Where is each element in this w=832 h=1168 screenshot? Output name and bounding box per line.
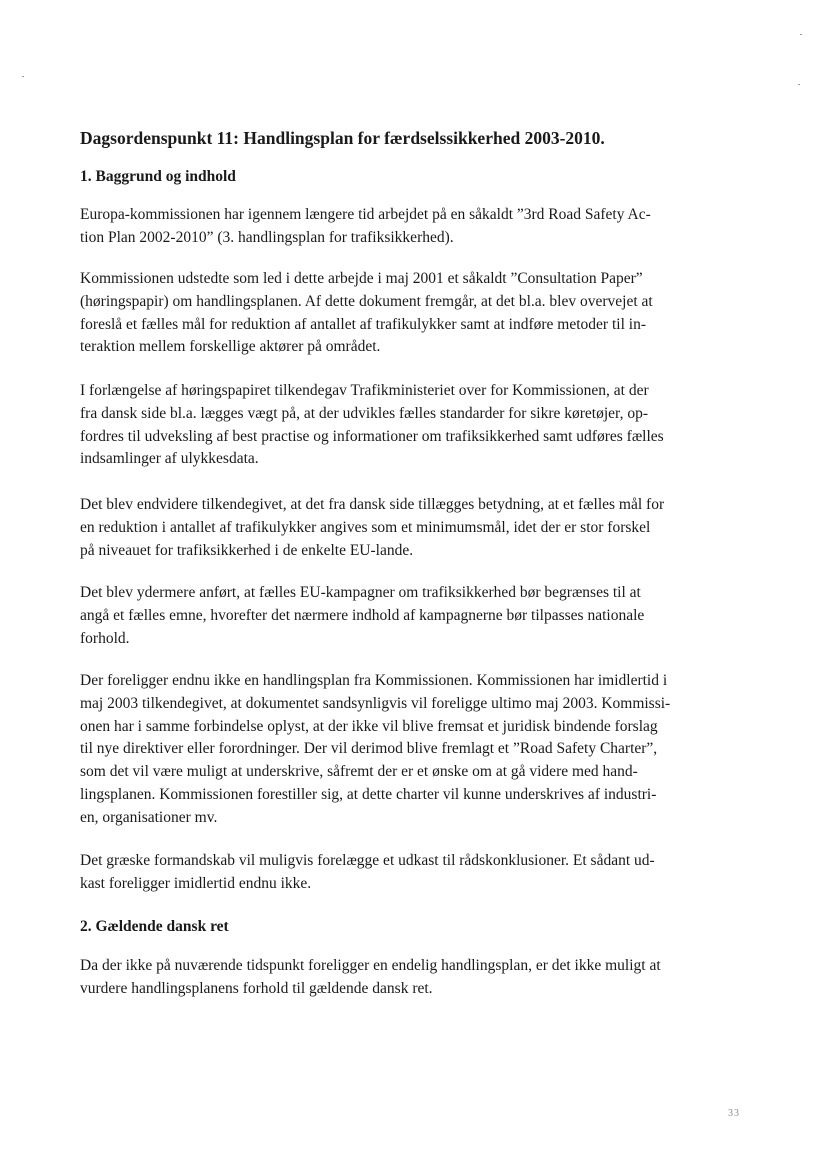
paragraph-line: Det blev ydermere anført, at fælles EU-kampagner om trafiksikkerhed bør begrænses til at xyxy=(80,584,641,601)
paragraph-line: I forlængelse af høringspapiret tilkendegav Trafikministeriet over for Kommissionen, at der xyxy=(80,382,649,399)
paragraph-line: kast foreligger imidlertid endnu ikke. xyxy=(80,874,312,892)
paragraph-line: på niveauet for trafiksikkerhed i de enkelte EU-lande. xyxy=(80,541,414,559)
paragraph xyxy=(80,380,760,471)
section-heading: 2. Gældende dansk ret xyxy=(80,918,229,935)
paragraph-line: en, organisationer mv. xyxy=(80,808,218,826)
paragraph xyxy=(80,494,760,562)
paragraph-line: Det blev endvidere tilkendegivet, at det fra dansk side tillægges betydning, at et fælles mål for xyxy=(80,496,665,513)
paragraph-line: teraktion mellem forskellige aktører på området. xyxy=(80,338,381,356)
paragraph-line: Da der ikke på nuværende tidspunkt foreligger en endelig handlingsplan, er det ikke muligt at xyxy=(80,957,661,974)
paragraph-line: Kommissionen udstedte som led i dette arbejde i maj 2001 et såkaldt ”Consultation Paper” xyxy=(80,270,643,287)
paragraph-line: som det vil være muligt at underskrive, såfremt der er et ønske om at gå videre med hand- xyxy=(80,763,638,781)
paragraph xyxy=(80,204,760,250)
paragraph-line: indsamlinger af ulykkesdata. xyxy=(80,450,259,468)
paragraph-line: angå et fælles emne, hvorefter det nærmere indhold af kampagnerne bør tilpasses nationale xyxy=(80,606,645,624)
paragraph-line: fordres til udveksling af best practise og informationer om trafiksikkerhed samt udføres fælles xyxy=(80,427,664,445)
paragraph xyxy=(80,670,760,830)
scan-speck xyxy=(798,84,800,85)
paragraph-line: (høringspapir) om handlingsplanen. Af dette dokument fremgår, at det bl.a. blev overvejet at xyxy=(80,292,653,310)
paragraph-line: maj 2003 tilkendegivet, at dokumentet sandsynligvis vil foreligge ultimo maj 2003. Kommissi- xyxy=(80,694,671,712)
paragraph xyxy=(80,955,760,1001)
paragraph xyxy=(80,268,760,359)
paragraph-line: Det græske formandskab vil muligvis forelægge et udkast til rådskonklusioner. Et sådant ud- xyxy=(80,852,655,869)
paragraph-line: en reduktion i antallet af trafikulykker angives som et minimumsmål, idet der er stor forskel xyxy=(80,518,651,536)
paragraph-line: til nye direktiver eller forordninger. Der vil derimod blive fremlagt et ”Road Safety Charter”, xyxy=(80,740,658,758)
paragraph-line: vurdere handlingsplanens forhold til gældende dansk ret. xyxy=(80,979,433,997)
scan-speck xyxy=(800,34,802,35)
paragraph-line: Der foreligger endnu ikke en handlingsplan fra Kommissionen. Kommissionen har imidlertid i xyxy=(80,672,668,689)
section-heading: 1. Baggrund og indhold xyxy=(80,168,236,185)
paragraph-line: lingsplanen. Kommissionen forestiller sig, at dette charter vil kunne underskrives af industri- xyxy=(80,785,657,803)
document-title: Dagsordenspunkt 11: Handlingsplan for færdselssikkerhed 2003-2010. xyxy=(80,128,605,148)
paragraph xyxy=(80,582,760,650)
paragraph-line: onen har i samme forbindelse oplyst, at der ikke vil blive fremsat et juridisk bindende forslag xyxy=(80,717,658,735)
scan-speck xyxy=(22,76,24,77)
paragraph-line: tion Plan 2002-2010” (3. handlingsplan for trafiksikkerhed). xyxy=(80,228,454,246)
paragraph-line: forhold. xyxy=(80,629,130,647)
paragraph-line: Europa-kommissionen har igennem længere tid arbejdet på en såkaldt ”3rd Road Safety Ac- xyxy=(80,206,651,223)
page-number: 33 xyxy=(728,1108,740,1119)
paragraph-line: fra dansk side bl.a. lægges vægt på, at der udvikles fælles standarder for sikre køretøjer, op- xyxy=(80,404,648,422)
paragraph xyxy=(80,850,760,896)
paragraph-line: foreslå et fælles mål for reduktion af antallet af trafikulykker samt at indføre metoder til in- xyxy=(80,315,646,333)
